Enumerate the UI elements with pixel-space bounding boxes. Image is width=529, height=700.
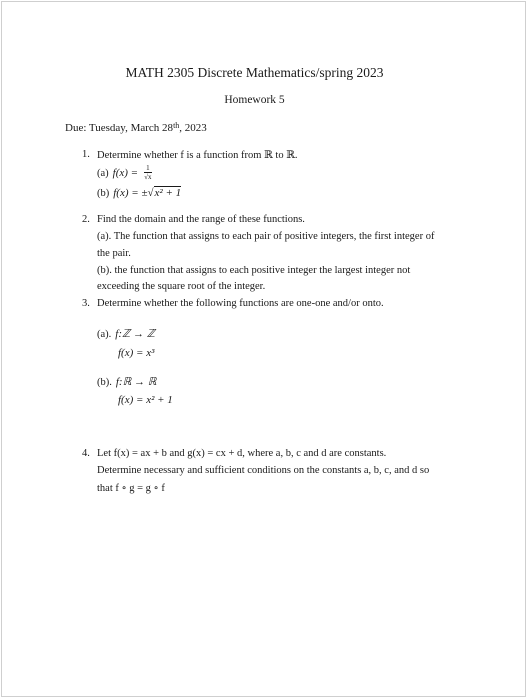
document-page	[1, 1, 526, 697]
problem-4-number: 4.	[82, 448, 90, 459]
problem-2-text: Find the domain and the range of these functions.	[97, 214, 305, 225]
problem-2-number: 2.	[82, 214, 90, 225]
problem-3-number: 3.	[82, 298, 90, 309]
problem-2a-line-1: (a). The function that assigns to each pair of positive integers, the first integer of	[97, 231, 435, 242]
problem-2b-line-2: exceeding the square root of the integer.	[97, 281, 266, 292]
problem-3b-map: (b). f:ℝ → ℝ	[97, 376, 157, 388]
problem-1-number: 1.	[82, 149, 90, 160]
fraction: $\frac{1}{√x}$	[144, 163, 152, 181]
problem-1a	[97, 163, 152, 181]
problem-2a-line-2: the pair.	[97, 248, 131, 259]
problem-3b-rule: f(x) = x² + 1	[118, 394, 173, 406]
problem-4-line-1: Let f(x) = ax + b and g(x) = cx + d, where a, b, c and d are constants.	[97, 448, 387, 459]
problem-3a-rule: f(x) = x³	[118, 347, 155, 359]
problem-2b-line-1: (b). the function that assigns to each positive integer the largest integer not	[97, 265, 411, 276]
problem-1b	[97, 183, 181, 201]
problem-3a-map: (a). f:ℤ → ℤ	[97, 328, 155, 340]
problem-1-text: Determine whether f is a function from ℝ to ℝ.	[97, 150, 298, 161]
document-title: MATH 2305 Discrete Mathematics/spring 2023	[125, 65, 384, 80]
homework-label: Homework 5	[224, 94, 285, 106]
radicand: x² + 1	[154, 187, 182, 199]
problem-4-line-2: Determine necessary and sufficient conditions on the constants a, b, c, and d so	[97, 465, 430, 476]
problem-1b-expr: f(x) = ±√	[113, 187, 154, 199]
problem-3-text: Determine whether the following functions are one-one and/or onto.	[97, 298, 384, 309]
problem-1b-label: (b)	[97, 188, 110, 199]
problem-1a-label: (a)	[97, 168, 109, 179]
problem-1a-expr: f(x) =	[112, 167, 139, 179]
due-date: Due: Tuesday, March 28th, 2023	[65, 121, 207, 134]
problem-4-line-3: that f ∘ g = g ∘ f	[97, 483, 165, 494]
